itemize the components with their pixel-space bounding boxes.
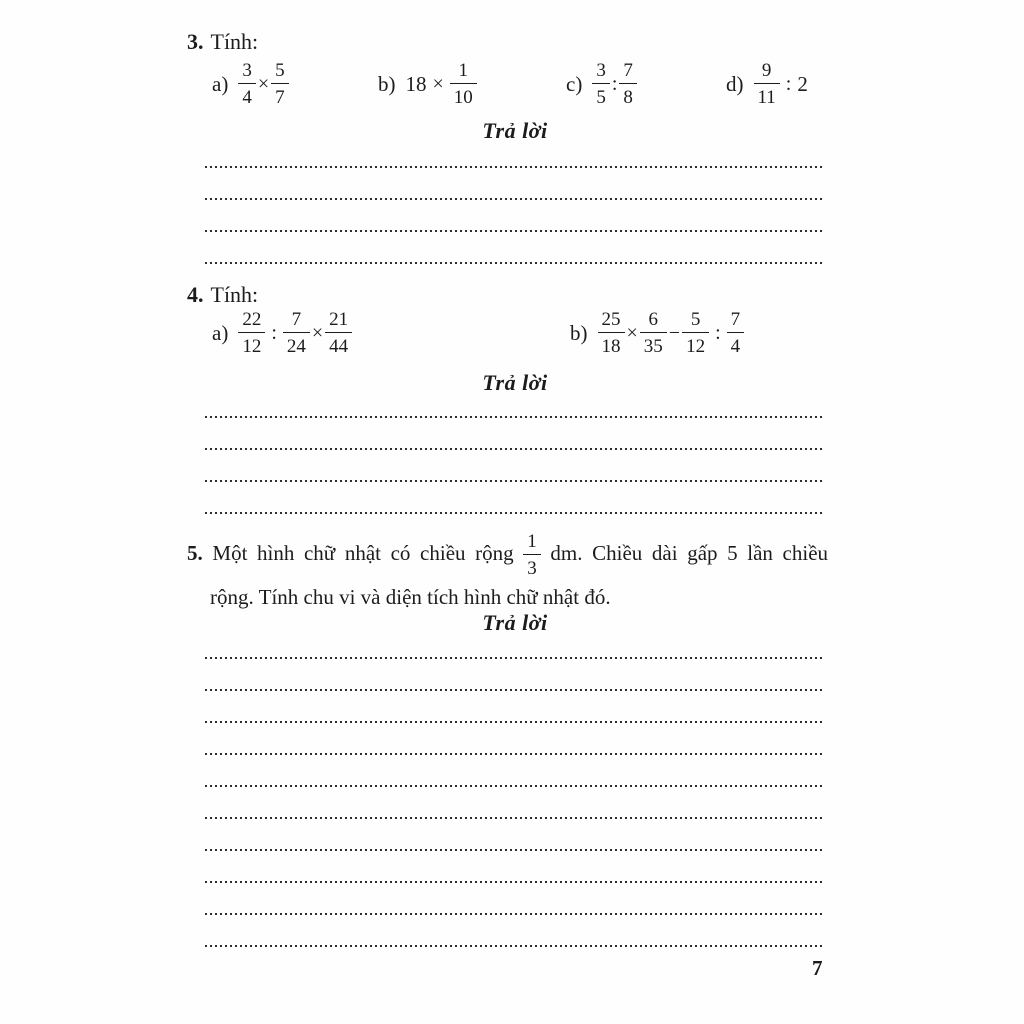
dotted-answer-line: [205, 482, 825, 514]
problem-3-expressions: [0, 58, 1024, 110]
part-b-label: b): [378, 71, 396, 96]
fraction-numerator: 3: [238, 61, 256, 84]
fraction-numerator: 7: [283, 310, 310, 333]
part-b-label: b): [570, 320, 588, 345]
fraction-denominator: 18: [601, 336, 621, 357]
part-c-label: c): [566, 71, 583, 96]
part-a-label: a): [212, 320, 229, 345]
dotted-answer-line: [205, 787, 825, 819]
fraction-numerator: 6: [640, 310, 667, 333]
problem-5-number: 5.: [187, 541, 203, 565]
fraction-denominator: 10: [453, 87, 473, 108]
minus-operator: −: [668, 321, 681, 344]
multiply-operator: ×: [432, 72, 444, 95]
fraction: [727, 310, 745, 356]
problem-4-answer-lines: [205, 386, 825, 514]
answer-heading: Trả lời: [482, 118, 548, 143]
fraction-numerator: 1: [523, 532, 541, 555]
fraction-numerator: 1: [450, 61, 477, 84]
divide-operator: :: [271, 321, 277, 344]
answer-heading: Trả lời: [482, 370, 548, 395]
fraction-denominator: 12: [686, 336, 706, 357]
fraction: [640, 310, 667, 356]
problem-3-part-c: [566, 58, 637, 110]
dotted-answer-line: [205, 200, 825, 232]
divide-operator: :: [611, 72, 618, 95]
fraction-numerator: 22: [238, 310, 265, 333]
problem-3-answer-lines: [205, 136, 825, 264]
problem-3-part-b: [378, 58, 477, 110]
fraction-denominator: 3: [527, 558, 537, 580]
fraction-denominator: 11: [757, 87, 776, 108]
problem-5-line-1: [187, 528, 828, 578]
problem-5-text: [187, 528, 828, 610]
fraction-numerator: 25: [598, 310, 625, 333]
fraction: [619, 61, 637, 107]
fraction-numerator: 21: [325, 310, 352, 333]
fraction-denominator: 24: [286, 336, 306, 357]
problem-3-part-a: [212, 58, 289, 110]
divide-operator: :: [715, 321, 721, 344]
problem-3-title: Tính:: [210, 29, 259, 54]
fraction-denominator: 5: [596, 87, 606, 108]
fraction-denominator: 7: [275, 87, 285, 108]
dotted-answer-line: [205, 723, 825, 755]
dotted-answer-line: [205, 168, 825, 200]
problem-5-line-2: rộng. Tính chu vi và diện tích hình chữ nhật đó.: [210, 585, 611, 609]
fraction: [238, 61, 256, 107]
fraction: [523, 532, 541, 578]
problem-4-number: 4.: [187, 282, 204, 307]
dotted-answer-line: [205, 136, 825, 168]
part-a-label: a): [212, 71, 229, 96]
fraction: [271, 61, 289, 107]
fraction-numerator: 7: [619, 61, 637, 84]
problem-4-header: [187, 283, 258, 307]
part-d-label: d): [726, 71, 744, 96]
fraction: [598, 310, 625, 356]
divide-operator: :: [785, 72, 792, 95]
problem-5-text-after: dm. Chiều dài gấp 5 lần chiều: [550, 541, 829, 565]
dotted-answer-line: [205, 627, 825, 659]
fraction-numerator: 9: [754, 61, 780, 84]
fraction-numerator: 5: [271, 61, 289, 84]
multiply-operator: ×: [257, 72, 270, 95]
fraction-denominator: 4: [730, 336, 741, 357]
problem-3-header: [187, 30, 258, 54]
problem-3-part-d: [726, 58, 808, 110]
fraction-numerator: 5: [682, 310, 709, 333]
fraction-denominator: 44: [329, 336, 349, 357]
fraction-denominator: 4: [242, 87, 252, 108]
fraction: [754, 61, 780, 107]
dotted-answer-line: [205, 232, 825, 264]
page-number: 7: [812, 956, 823, 980]
multiply-operator: ×: [311, 321, 324, 344]
dotted-answer-line: [205, 883, 825, 915]
dotted-answer-line: [205, 819, 825, 851]
dotted-answer-line: [205, 851, 825, 883]
fraction: [325, 310, 352, 356]
fraction: [682, 310, 709, 356]
fraction-numerator: 7: [727, 310, 745, 333]
fraction: [283, 310, 310, 356]
fraction-denominator: 35: [643, 336, 663, 357]
whole-number: 2: [797, 71, 808, 96]
dotted-answer-line: [205, 386, 825, 418]
fraction-denominator: 8: [623, 87, 633, 108]
problem-5-answer-lines: [205, 627, 825, 947]
dotted-answer-line: [205, 755, 825, 787]
dotted-answer-line: [205, 418, 825, 450]
fraction: [592, 61, 610, 107]
multiply-operator: ×: [626, 321, 638, 344]
problem-4-expressions: [0, 305, 1024, 361]
fraction: [238, 310, 265, 356]
problem-5-text-before: Một hình chữ nhật có chiều rộng: [212, 541, 514, 565]
fraction-numerator: 3: [592, 61, 610, 84]
fraction: [450, 61, 477, 107]
dotted-answer-line: [205, 659, 825, 691]
dotted-answer-line: [205, 915, 825, 947]
fraction-denominator: 12: [242, 336, 262, 357]
problem-3-number: 3.: [187, 29, 204, 54]
answer-heading: Trả lời: [482, 610, 548, 635]
problem-4-part-a: [212, 305, 352, 361]
problem-4-part-b: [570, 305, 744, 361]
problem-4-title: Tính:: [210, 282, 259, 307]
whole-number: 18: [405, 71, 427, 96]
dotted-answer-line: [205, 450, 825, 482]
dotted-answer-line: [205, 691, 825, 723]
